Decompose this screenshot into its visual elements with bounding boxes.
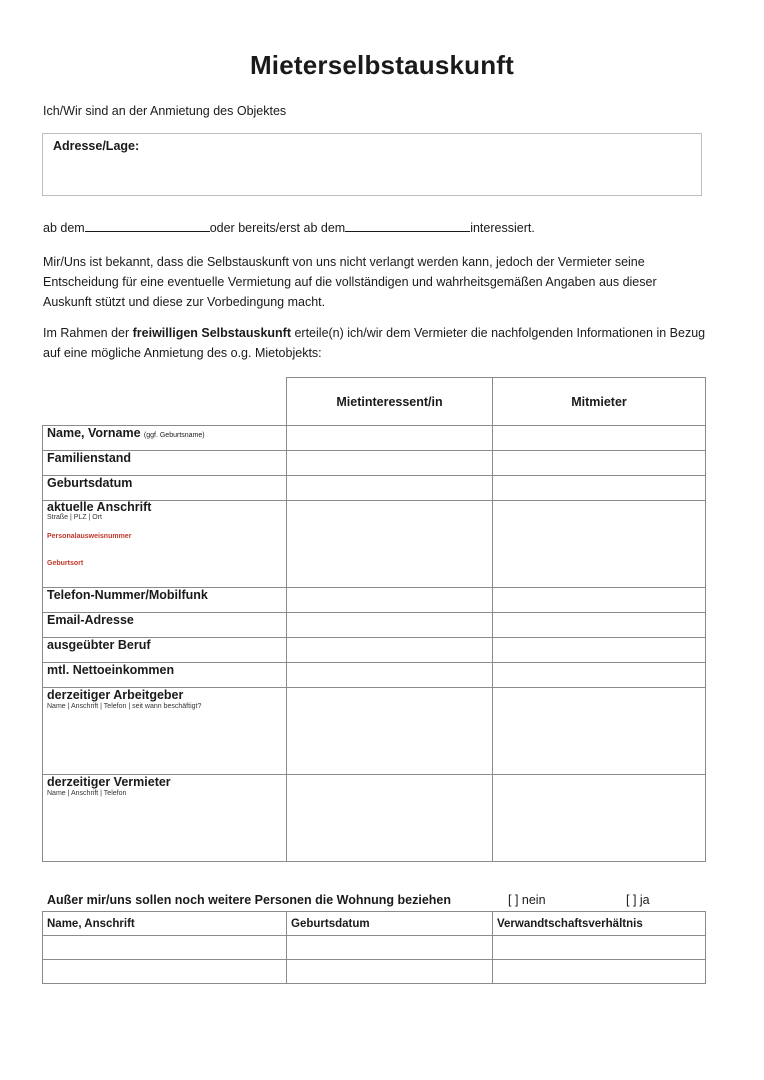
cell-telefon-applicant[interactable] (287, 588, 493, 613)
extra-persons-table (42, 911, 706, 984)
row-label-arbeitgeber (43, 688, 287, 775)
option-ja-checkbox[interactable]: [ ] ja (626, 893, 650, 907)
cell-vermieter-comieter[interactable] (493, 775, 706, 862)
cell-name-applicant[interactable] (287, 426, 493, 451)
cell-beruf-applicant[interactable] (287, 638, 493, 663)
extra-header-name: Name, Anschrift (43, 912, 287, 936)
row-label-name (43, 426, 287, 451)
cell-vermieter-applicant[interactable] (287, 775, 493, 862)
cell-telefon-comieter[interactable] (493, 588, 706, 613)
label-email: Email-Adresse (47, 613, 134, 627)
extra-header-geburtsdatum: Geburtsdatum (287, 912, 493, 936)
address-label: Adresse/Lage: (53, 139, 140, 153)
cell-geburtsdatum-applicant[interactable] (287, 476, 493, 501)
row-label-einkommen (43, 663, 287, 688)
label-vermieter-sub: Name | Anschrift | Telefon (47, 790, 127, 797)
cell-familienstand-applicant[interactable] (287, 451, 493, 476)
page-title: Mieterselbstauskunft (249, 50, 515, 80)
table-corner (43, 378, 287, 426)
extra-cell-name-2[interactable] (43, 960, 287, 984)
para2-before: Im Rahmen der (43, 326, 133, 340)
label-arbeitgeber: derzeitiger Arbeitgeber (47, 688, 184, 702)
extra-persons-question: Außer mir/uns sollen noch weitere Personen die Wohnung beziehen (47, 893, 451, 907)
date-text-1: ab dem (43, 221, 85, 235)
row-label-email (43, 613, 287, 638)
date-blank-1[interactable] (85, 219, 210, 232)
cell-anschrift-comieter[interactable] (493, 501, 706, 588)
label-anschrift: aktuelle Anschrift (47, 500, 152, 514)
date-line (43, 219, 535, 235)
label-geburtsort: Geburtsort (47, 560, 84, 567)
cell-beruf-comieter[interactable] (493, 638, 706, 663)
row-label-telefon (43, 588, 287, 613)
address-field[interactable] (42, 133, 702, 196)
label-vermieter: derzeitiger Vermieter (47, 775, 171, 789)
label-anschrift-sub: Straße | PLZ | Ort (47, 514, 102, 521)
row-label-geburtsdatum (43, 476, 287, 501)
para2-bold: freiwilligen Selbstauskunft (132, 326, 291, 340)
label-name-hint: (ggf. Geburtsname) (143, 432, 205, 439)
extra-cell-verwandtschaft-1[interactable] (493, 936, 706, 960)
cell-anschrift-applicant[interactable] (287, 501, 493, 588)
para2-after: erteile(n) ich/wir dem Vermieter die nachfolgenden Informationen in Bezug auf eine mögliche Anmietung des o.g. Mietobjekts: (43, 326, 706, 360)
extra-cell-geburtsdatum-2[interactable] (287, 960, 493, 984)
applicant-table (42, 377, 706, 862)
cell-email-applicant[interactable] (287, 613, 493, 638)
cell-einkommen-comieter[interactable] (493, 663, 706, 688)
paragraph-info (43, 323, 708, 363)
label-telefon: Telefon-Nummer/Mobilfunk (47, 588, 208, 602)
date-blank-2[interactable] (345, 219, 470, 232)
label-familienstand: Familienstand (47, 451, 132, 465)
label-beruf: ausgeübter Beruf (47, 638, 151, 652)
label-geburtsdatum: Geburtsdatum (47, 476, 133, 490)
label-name: Name, Vorname (47, 426, 141, 440)
cell-geburtsdatum-comieter[interactable] (493, 476, 706, 501)
row-label-anschrift (43, 501, 287, 588)
cell-einkommen-applicant[interactable] (287, 663, 493, 688)
paragraph-disclaimer: Mir/Uns ist bekannt, dass die Selbstauskunft von uns nicht verlangt werden kann, jedoch der Vermieter seine Entscheidung für eine eventuelle Vermietung auf die vollständigen und wahrheitsgemäßen Angaben aus dieser Auskunft stützt und diese zur Vorbedingung macht. (43, 255, 657, 309)
date-text-3: interessiert. (470, 221, 535, 235)
cell-arbeitgeber-comieter[interactable] (493, 688, 706, 775)
cell-email-comieter[interactable] (493, 613, 706, 638)
extra-cell-verwandtschaft-2[interactable] (493, 960, 706, 984)
cell-name-comieter[interactable] (493, 426, 706, 451)
extra-cell-geburtsdatum-1[interactable] (287, 936, 493, 960)
cell-familienstand-comieter[interactable] (493, 451, 706, 476)
date-text-2: oder bereits/erst ab dem (209, 221, 346, 235)
row-label-beruf (43, 638, 287, 663)
cell-arbeitgeber-applicant[interactable] (287, 688, 493, 775)
row-label-vermieter (43, 775, 287, 862)
intro-text: Ich/Wir sind an der Anmietung des Objektes (43, 104, 287, 118)
col-header-comieter: Mitmieter (493, 378, 706, 426)
extra-header-verwandtschaft: Verwandtschaftsverhältnis (493, 912, 706, 936)
row-label-familienstand (43, 451, 287, 476)
label-ausweis: Personalausweisnummer (47, 533, 132, 540)
label-arbeitgeber-sub: Name | Anschrift | Telefon | seit wann beschäftigt? (47, 703, 202, 710)
extra-cell-name-1[interactable] (43, 936, 287, 960)
option-nein-checkbox[interactable]: [ ] nein (508, 893, 546, 907)
label-einkommen: mtl. Nettoeinkommen (47, 663, 175, 677)
col-header-applicant: Mietinteressent/in (287, 378, 493, 426)
